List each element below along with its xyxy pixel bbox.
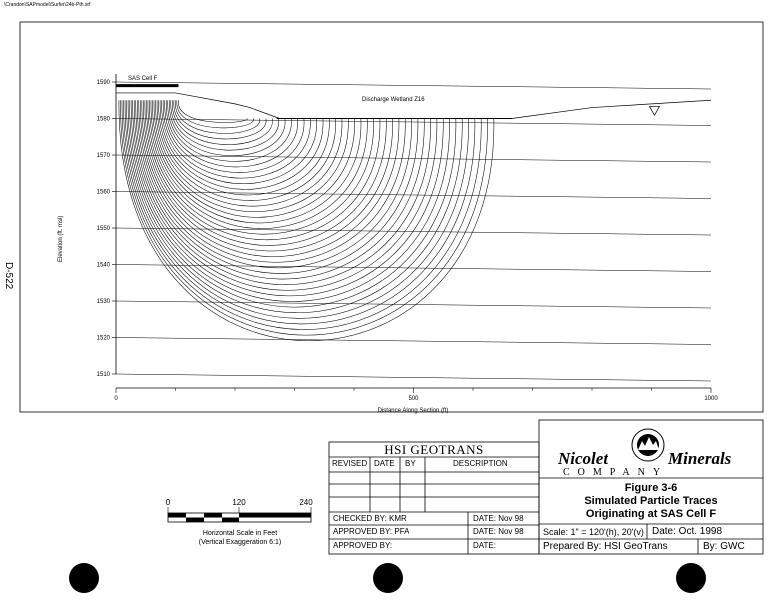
y-tick-label: 1510 bbox=[96, 372, 110, 378]
consultant-name: HSI GEOTRANS bbox=[384, 442, 484, 457]
approved-by-2: APPROVED BY: bbox=[333, 541, 393, 550]
grid-line bbox=[116, 119, 711, 126]
scale-label: Horizontal Scale in Feet bbox=[202, 530, 278, 537]
nicolet-logo bbox=[632, 429, 664, 461]
cell-label: SAS Cell F bbox=[128, 76, 158, 82]
figure-title-1: Simulated Particle Traces bbox=[584, 495, 718, 507]
checked-by: CHECKED BY: KMR bbox=[333, 514, 407, 523]
grid-line bbox=[116, 228, 711, 235]
date-text: Date: Oct. 1998 bbox=[652, 526, 723, 537]
y-tick-label: 1520 bbox=[96, 335, 110, 342]
particle-trace bbox=[140, 100, 405, 262]
y-tick-label: 1540 bbox=[96, 262, 110, 269]
particle-trace bbox=[125, 100, 469, 318]
scale-text: Scale: 1" = 120'(h), 20'(v) bbox=[543, 527, 644, 537]
y-tick-label: 1560 bbox=[96, 189, 110, 196]
prepared-by: Prepared By: HSI GeoTrans bbox=[543, 541, 668, 552]
grid-line bbox=[116, 265, 711, 272]
company-word: COMPANY bbox=[563, 467, 669, 478]
particle-trace bbox=[159, 100, 330, 195]
particle-trace bbox=[175, 100, 260, 133]
grid-line bbox=[116, 374, 711, 381]
particle-trace bbox=[177, 100, 254, 128]
grid-layer bbox=[116, 82, 711, 381]
grid-line bbox=[116, 155, 711, 162]
approved-by: APPROVED BY: PFA bbox=[333, 527, 410, 536]
y-tick-label: 1580 bbox=[96, 116, 110, 123]
particle-trace bbox=[168, 100, 292, 161]
particle-trace bbox=[157, 100, 336, 200]
particle-trace bbox=[163, 100, 310, 178]
scale-tick-0: 0 bbox=[165, 498, 171, 507]
x-axis-label: Distance Along Section (ft) bbox=[377, 408, 449, 414]
file-path: \Crandon\SAPmodel\Surfer\24b-Pth.srf bbox=[4, 2, 91, 8]
scale-sublabel: (Vertical Exaggeration 6:1) bbox=[198, 539, 282, 546]
water-table-symbol bbox=[649, 106, 659, 115]
figure-number: Figure 3-6 bbox=[624, 482, 678, 494]
y-tick-label: 1550 bbox=[96, 226, 110, 232]
grid-line bbox=[116, 82, 711, 89]
particle-trace bbox=[142, 100, 399, 256]
checked-date: DATE: Nov 98 bbox=[473, 514, 524, 523]
x-tick-label: 0 bbox=[114, 396, 118, 402]
particle-trace bbox=[120, 100, 487, 335]
y-tick-layer bbox=[97, 80, 116, 378]
company-name-2: Minerals bbox=[668, 449, 732, 468]
particle-trace bbox=[152, 100, 354, 217]
y-axis-label: Elevation (ft. msl) bbox=[58, 215, 64, 262]
header-description: DESCRIPTION bbox=[453, 459, 508, 468]
grid-line bbox=[116, 338, 711, 345]
particle-trace bbox=[145, 100, 386, 245]
by-text: By: GWC bbox=[703, 541, 745, 552]
figure-title-2: Originating at SAS Cell F bbox=[585, 508, 717, 520]
y-tick-label: 1530 bbox=[96, 299, 110, 305]
binder-hole-center bbox=[373, 563, 403, 593]
binder-hole-left bbox=[69, 563, 99, 593]
particle-trace bbox=[130, 100, 450, 301]
header-revised: REVISED bbox=[332, 459, 368, 468]
wetland-label: Discharge Wetland Z16 bbox=[362, 97, 425, 103]
scale-bar bbox=[166, 498, 313, 546]
x-tick-layer bbox=[114, 388, 718, 402]
header-by: BY bbox=[405, 459, 416, 468]
approved-date: DATE: Nov 98 bbox=[473, 527, 524, 536]
x-tick-label: 1000 bbox=[704, 396, 718, 402]
x-tick-label: 500 bbox=[408, 396, 419, 402]
particle-trace bbox=[171, 100, 279, 150]
binder-hole-right bbox=[676, 563, 706, 593]
approved-date-2: DATE: bbox=[473, 541, 496, 550]
y-tick-label: 1570 bbox=[96, 153, 110, 159]
scale-tick-240: 240 bbox=[299, 498, 313, 507]
page-number: D-522 bbox=[3, 262, 14, 290]
y-tick-label: 1590 bbox=[96, 80, 110, 86]
header-date: DATE bbox=[374, 459, 395, 468]
scale-tick-120: 120 bbox=[232, 498, 246, 507]
company-name-1: Nicolet bbox=[558, 449, 609, 468]
particle-trace bbox=[156, 100, 342, 206]
